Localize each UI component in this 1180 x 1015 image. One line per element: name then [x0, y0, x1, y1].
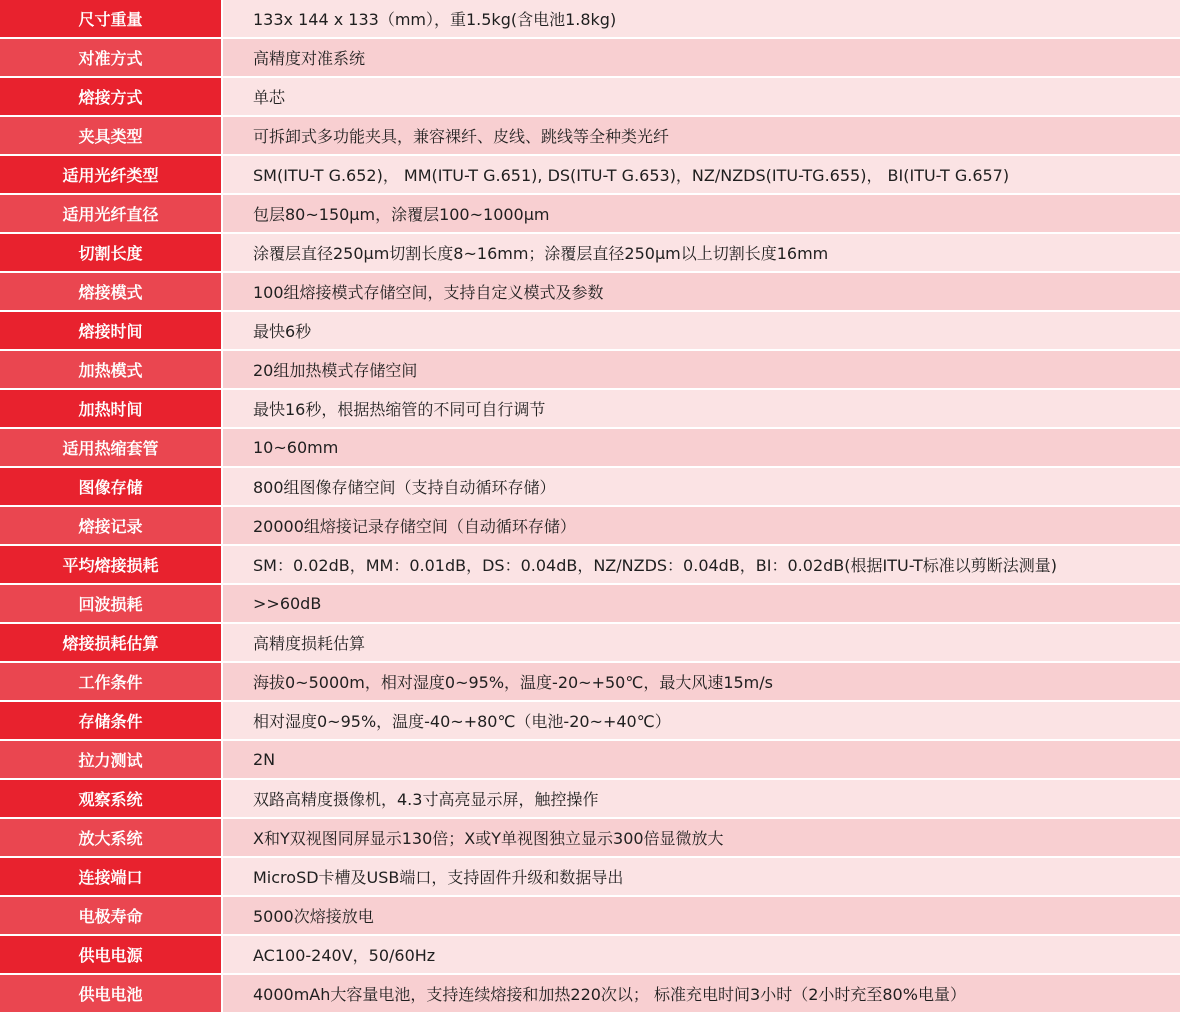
- spec-value: 单芯: [222, 77, 1180, 116]
- spec-label: 观察系统: [0, 779, 222, 818]
- spec-label: 熔接记录: [0, 506, 222, 545]
- spec-value: 20000组熔接记录存储空间（自动循环存储）: [222, 506, 1180, 545]
- spec-value: 20组加热模式存储空间: [222, 350, 1180, 389]
- spec-row: [0, 428, 1180, 467]
- spec-label: 熔接损耗估算: [0, 623, 222, 662]
- spec-row: [0, 779, 1180, 818]
- spec-row: [0, 506, 1180, 545]
- spec-label: 熔接方式: [0, 77, 222, 116]
- spec-row: [0, 116, 1180, 155]
- spec-value: 涂覆层直径250μm切割长度8~16mm；涂覆层直径250μm以上切割长度16mm: [222, 233, 1180, 272]
- spec-label: 工作条件: [0, 662, 222, 701]
- spec-row: [0, 896, 1180, 935]
- spec-value: 包层80~150μm，涂覆层100~1000μm: [222, 194, 1180, 233]
- spec-value: 5000次熔接放电: [222, 896, 1180, 935]
- spec-row: [0, 467, 1180, 506]
- spec-value: 10~60mm: [222, 428, 1180, 467]
- spec-label: 加热时间: [0, 389, 222, 428]
- spec-label: 尺寸重量: [0, 0, 222, 38]
- spec-label: 切割长度: [0, 233, 222, 272]
- spec-value: 最快6秒: [222, 311, 1180, 350]
- spec-row: [0, 935, 1180, 974]
- spec-label: 图像存储: [0, 467, 222, 506]
- spec-value: MicroSD卡槽及USB端口，支持固件升级和数据导出: [222, 857, 1180, 896]
- spec-value: 4000mAh大容量电池，支持连续熔接和加热220次以； 标准充电时间3小时（2小时充至80%电量）: [222, 974, 1180, 1013]
- spec-row: [0, 0, 1180, 38]
- spec-value: X和Y双视图同屏显示130倍；X或Y单视图独立显示300倍显微放大: [222, 818, 1180, 857]
- spec-row: [0, 38, 1180, 77]
- spec-value: 可拆卸式多功能夹具，兼容裸纤、皮线、跳线等全种类光纤: [222, 116, 1180, 155]
- spec-label: 加热模式: [0, 350, 222, 389]
- spec-value: SM：0.02dB，MM：0.01dB，DS：0.04dB，NZ/NZDS：0.04dB，BI：0.02dB(根据ITU-T标准以剪断法测量): [222, 545, 1180, 584]
- spec-value: 海拔0~5000m，相对湿度0~95%，温度-20~+50℃，最大风速15m/s: [222, 662, 1180, 701]
- spec-row: [0, 545, 1180, 584]
- spec-label: 夹具类型: [0, 116, 222, 155]
- spec-row: [0, 272, 1180, 311]
- spec-label: 对准方式: [0, 38, 222, 77]
- spec-label: 适用光纤直径: [0, 194, 222, 233]
- spec-value: 800组图像存储空间（支持自动循环存储）: [222, 467, 1180, 506]
- spec-row: [0, 311, 1180, 350]
- spec-row: [0, 584, 1180, 623]
- spec-label: 平均熔接损耗: [0, 545, 222, 584]
- spec-row: [0, 662, 1180, 701]
- spec-value: 高精度损耗估算: [222, 623, 1180, 662]
- spec-label: 拉力测试: [0, 740, 222, 779]
- spec-row: [0, 77, 1180, 116]
- spec-row: [0, 194, 1180, 233]
- spec-label: 供电电源: [0, 935, 222, 974]
- spec-label: 供电电池: [0, 974, 222, 1013]
- spec-row: [0, 623, 1180, 662]
- spec-row: [0, 857, 1180, 896]
- spec-label: 适用光纤类型: [0, 155, 222, 194]
- spec-value: AC100-240V，50/60Hz: [222, 935, 1180, 974]
- spec-row: [0, 701, 1180, 740]
- spec-value: 2N: [222, 740, 1180, 779]
- spec-label: 熔接时间: [0, 311, 222, 350]
- spec-row: [0, 818, 1180, 857]
- spec-label: 熔接模式: [0, 272, 222, 311]
- spec-value: 双路高精度摄像机，4.3寸高亮显示屏，触控操作: [222, 779, 1180, 818]
- spec-row: [0, 350, 1180, 389]
- spec-row: [0, 155, 1180, 194]
- spec-value: 100组熔接模式存储空间，支持自定义模式及参数: [222, 272, 1180, 311]
- spec-row: [0, 389, 1180, 428]
- spec-label: 存储条件: [0, 701, 222, 740]
- spec-label: 适用热缩套管: [0, 428, 222, 467]
- spec-label: 连接端口: [0, 857, 222, 896]
- spec-value: >>60dB: [222, 584, 1180, 623]
- spec-value: 相对湿度0~95%，温度-40~+80℃（电池-20~+40℃）: [222, 701, 1180, 740]
- spec-value: 高精度对准系统: [222, 38, 1180, 77]
- spec-row: [0, 233, 1180, 272]
- spec-value: 最快16秒，根据热缩管的不同可自行调节: [222, 389, 1180, 428]
- spec-row: [0, 740, 1180, 779]
- spec-value: 133x 144 x 133（mm），重1.5kg(含电池1.8kg): [222, 0, 1180, 38]
- spec-label: 放大系统: [0, 818, 222, 857]
- spec-label: 回波损耗: [0, 584, 222, 623]
- spec-row: [0, 974, 1180, 1013]
- spec-label: 电极寿命: [0, 896, 222, 935]
- spec-value: SM(ITU-T G.652)， MM(ITU-T G.651), DS(ITU-T G.653)，NZ/NZDS(ITU-TG.655)， BI(ITU-T G.657): [222, 155, 1180, 194]
